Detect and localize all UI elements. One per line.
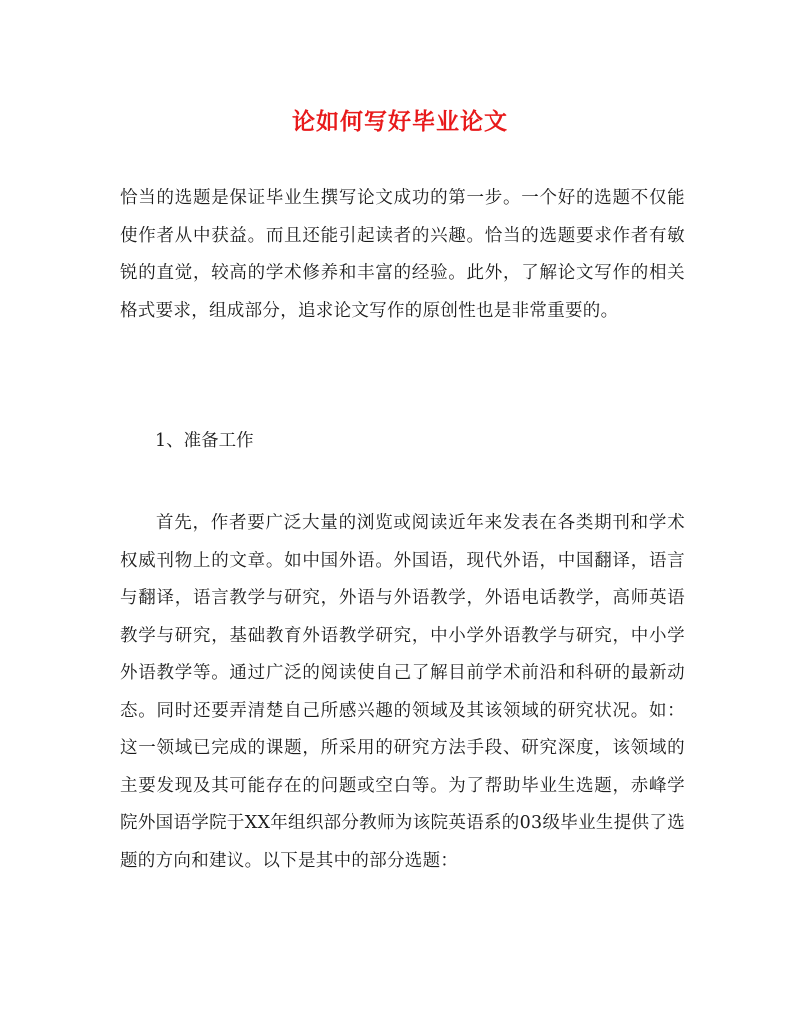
- section-heading: 1、准备工作: [155, 431, 254, 451]
- section-paragraph: 首先，作者要广泛大量的浏览或阅读近年来发表在各类期刊和学术权威刊物上的文章。如中国外语。外国语，现代外语，中国翻译，语言与翻译，语言教学与研究，外语与外语教学，外语电话教学，高师英语教学与研究，基础教育外语教学研究，中小学外语教学与研究，中小学外语教学等。通过广泛的阅读使自己了解目前学术前沿和科研的最新动态。同时还要弄清楚自己所感兴趣的领域及其该领域的研究状况。如：这一领域已完成的课题，所采用的研究方法手段、研究深度，该领域的主要发现及其可能存在的问题或空白等。为了帮助毕业生选题，赤峰学院外国语学院于XX年组织部分教师为该院英语系的03级毕业生提供了选题的方向和建议。以下是其中的部分选题：: [120, 513, 685, 871]
- page-title: 论如何写好毕业论文: [292, 108, 508, 135]
- intro-paragraph: 恰当的选题是保证毕业生撰写论文成功的第一步。一个好的选题不仅能使作者从中获益。而且还能引起读者的兴趣。恰当的选题要求作者有敏锐的直觉，较高的学术修养和丰富的经验。此外，了解论文写作的相关格式要求，组成部分，追求论文写作的原创性也是非常重要的。: [120, 188, 685, 321]
